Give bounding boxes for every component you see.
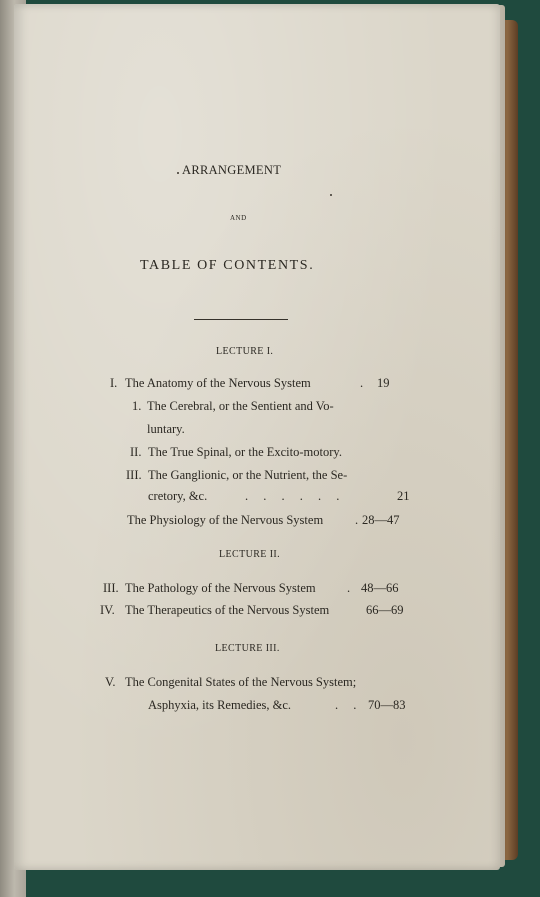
toc-entry-leader: . . . . . .: [245, 489, 346, 503]
toc-entry-text: The Congenital States of the Nervous System;: [125, 675, 357, 689]
toc-entry-text: luntary.: [147, 422, 185, 436]
toc-entry-page: 66—69: [366, 603, 404, 617]
toc-entry-number: I.: [110, 376, 118, 390]
toc-entry-text: Asphyxia, its Remedies, &c.: [148, 698, 292, 712]
toc-entry-page: 19: [377, 376, 390, 390]
toc-entry-text: The Therapeutics of the Nervous System: [125, 603, 330, 617]
lecture-heading: LECTURE III.: [215, 643, 280, 654]
toc-entry-text: The Cerebral, or the Sentient and Vo-: [147, 399, 334, 413]
toc-entry-number: IV.: [100, 603, 115, 617]
toc-entry-text: cretory, &c.: [148, 489, 208, 503]
toc-entry-number: III.: [103, 581, 119, 595]
toc-entry-leader: .: [360, 376, 364, 390]
toc-entry-page: 48—66: [361, 581, 399, 595]
toc-entry-text: The Ganglionic, or the Nutrient, the Se-: [148, 468, 348, 482]
lecture-heading: LECTURE I.: [216, 346, 274, 357]
toc-entry-leader: . .: [335, 698, 363, 712]
ink-mark: [177, 172, 179, 174]
page-title: TABLE OF CONTENTS.: [140, 258, 315, 273]
toc-entry-page: 70—83: [368, 698, 406, 712]
ink-mark: [330, 194, 332, 196]
book-page: [14, 4, 500, 870]
title-rule: [194, 319, 288, 320]
toc-entry-number: II.: [130, 445, 142, 459]
toc-entry-text: The True Spinal, or the Excito-motory.: [148, 445, 342, 459]
toc-entry-number: 1.: [132, 399, 142, 413]
toc-entry-number: III.: [126, 468, 142, 482]
toc-entry-text: The Anatomy of the Nervous System: [125, 376, 311, 390]
toc-entry-text: The Pathology of the Nervous System: [125, 581, 316, 595]
toc-entry-page: 21: [397, 489, 410, 503]
toc-entry-number: V.: [105, 675, 116, 689]
conjunction-text: AND: [230, 214, 247, 222]
toc-entry-page: 28—47: [362, 513, 400, 527]
toc-entry-leader: .: [355, 513, 359, 527]
toc-entry-text: The Physiology of the Nervous System: [127, 513, 324, 527]
toc-entry-leader: .: [347, 581, 351, 595]
lecture-heading: LECTURE II.: [219, 549, 281, 560]
section-heading: ARRANGEMENT: [182, 163, 282, 177]
